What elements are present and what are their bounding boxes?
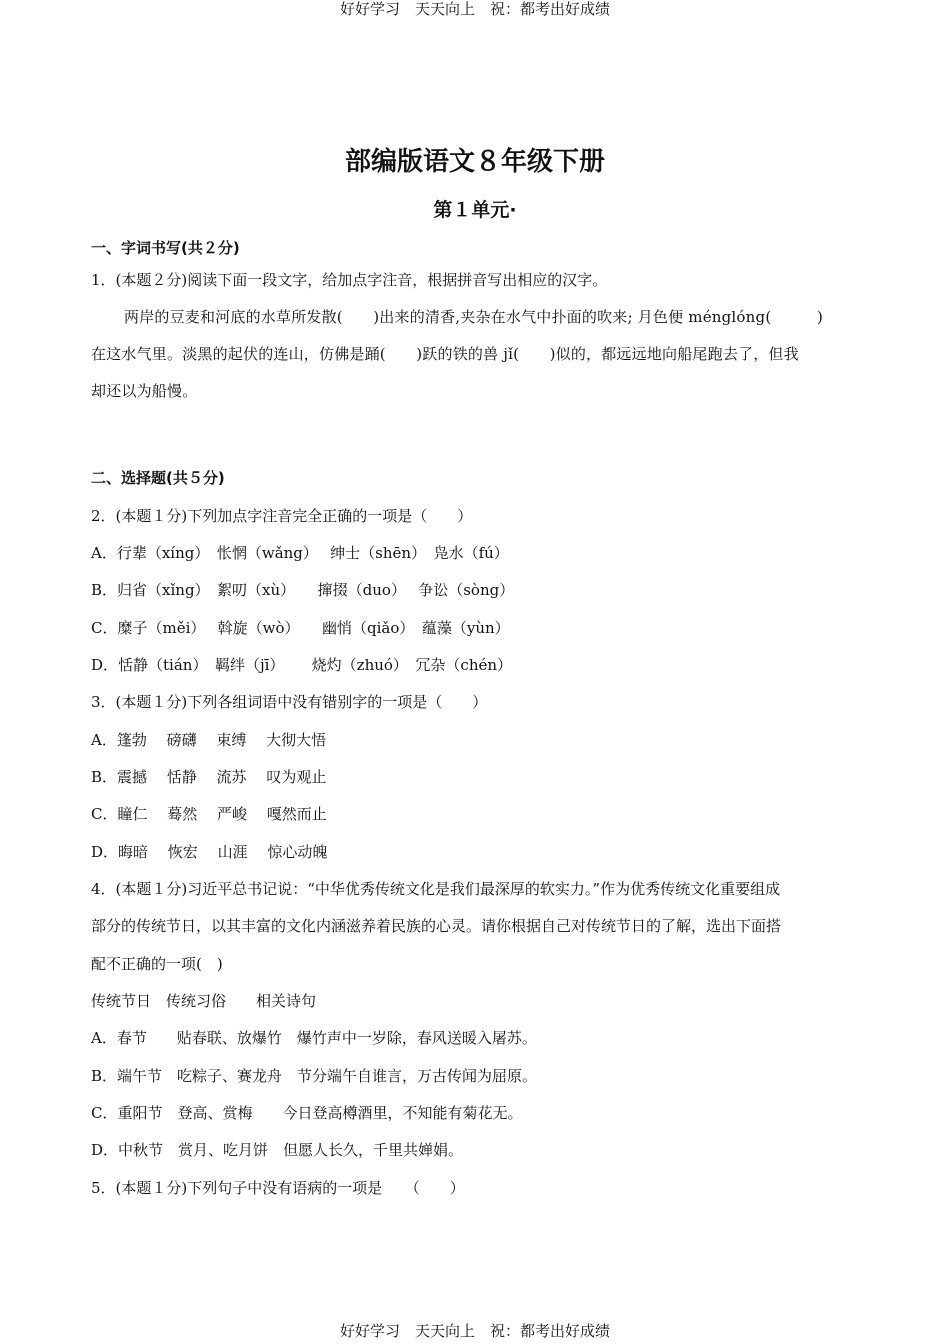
passage-line-3: 却还以为船慢。 [91, 382, 198, 400]
question-5: 5．(本题１分)下列句子中没有语病的一项是 （ ） [91, 1179, 465, 1197]
option-3c: C．瞳仁 蓦然 严峻 嘎然而止 [91, 805, 327, 823]
question-2: 2．(本题１分)下列加点字注音完全正确的一项是（ ） [91, 507, 473, 525]
question-4-line-3: 配不正确的一项( ) [91, 955, 223, 973]
unit-heading: 第１单元· [433, 199, 517, 221]
section-heading-2: 二、选择题(共５分) [91, 469, 225, 487]
question-3: 3．(本题１分)下列各组词语中没有错别字的一项是（ ） [91, 693, 488, 711]
question-4-line-1: 4．(本题１分)习近平总书记说：“中华优秀传统文化是我们最深厚的软实力。”作为优秀传统文化重要组成 [91, 880, 781, 898]
option-3d: D．晦暗 恢宏 山涯 惊心动魄 [91, 843, 328, 861]
question-1: 1．(本题２分)阅读下面一段文字，给加点字注音，根据拼音写出相应的汉字。 [91, 271, 608, 289]
question-4-line-2: 部分的传统节日，以其丰富的文化内涵滋养着民族的心灵。请你根据自己对传统节日的了解，选出下面搭 [91, 917, 782, 935]
option-4b: B．端午节 吃粽子、赛龙舟 节分端午自谁言，万古传闻为屈原。 [91, 1067, 538, 1085]
option-2d: D．恬静（tián） 羁绊（jī） 烧灼（zhuó） 冗杂（chén） [91, 656, 513, 674]
option-2a: A．行辈（xíng） 怅惘（wǎng） 绅士（shēn） 凫水（fú） [91, 544, 509, 562]
page-header: 好好学习 天天向上 祝：都考出好成绩 [339, 0, 610, 18]
option-3b: B．震撼 恬静 流苏 叹为观止 [91, 768, 327, 786]
section-heading-1: 一、字词书写(共２分) [91, 239, 240, 257]
option-4a: A．春节 贴春联、放爆竹 爆竹声中一岁除，春风送暖入屠苏。 [91, 1029, 537, 1047]
passage-line-2: 在这水气里。淡黑的起伏的连山，仿佛是踊( )跃的铁的兽 jǐ( )似的，都远远地向船尾跑去了，但我 [91, 345, 799, 363]
option-3a: A．篷勃 磅礴 束缚 大彻大悟 [91, 731, 327, 749]
option-2b: B．归省（xǐng） 絮叨（xù） 撺掇（duo） 争讼（sòng） [91, 581, 515, 599]
option-2c: C．糜子（měi） 斡旋（wò） 幽悄（qiǎo） 蕴藻（yùn） [91, 619, 510, 637]
passage-line-1: 两岸的豆麦和河底的水草所发散( )出来的清香,夹杂在水气中扑面的吹来; 月色便 ménglóng( ) [124, 308, 824, 326]
option-4c: C．重阳节 登高、赏梅 今日登高樽酒里，不知能有菊花无。 [91, 1104, 523, 1122]
option-4d: D．中秋节 赏月、吃月饼 但愿人长久，千里共婵娟。 [91, 1141, 464, 1159]
question-4-table-header: 传统节日 传统习俗 相关诗句 [91, 992, 317, 1010]
page-footer: 好好学习 天天向上 祝：都考出好成绩 [339, 1322, 610, 1340]
document-title: 部编版语文８年级下册 [344, 147, 605, 177]
